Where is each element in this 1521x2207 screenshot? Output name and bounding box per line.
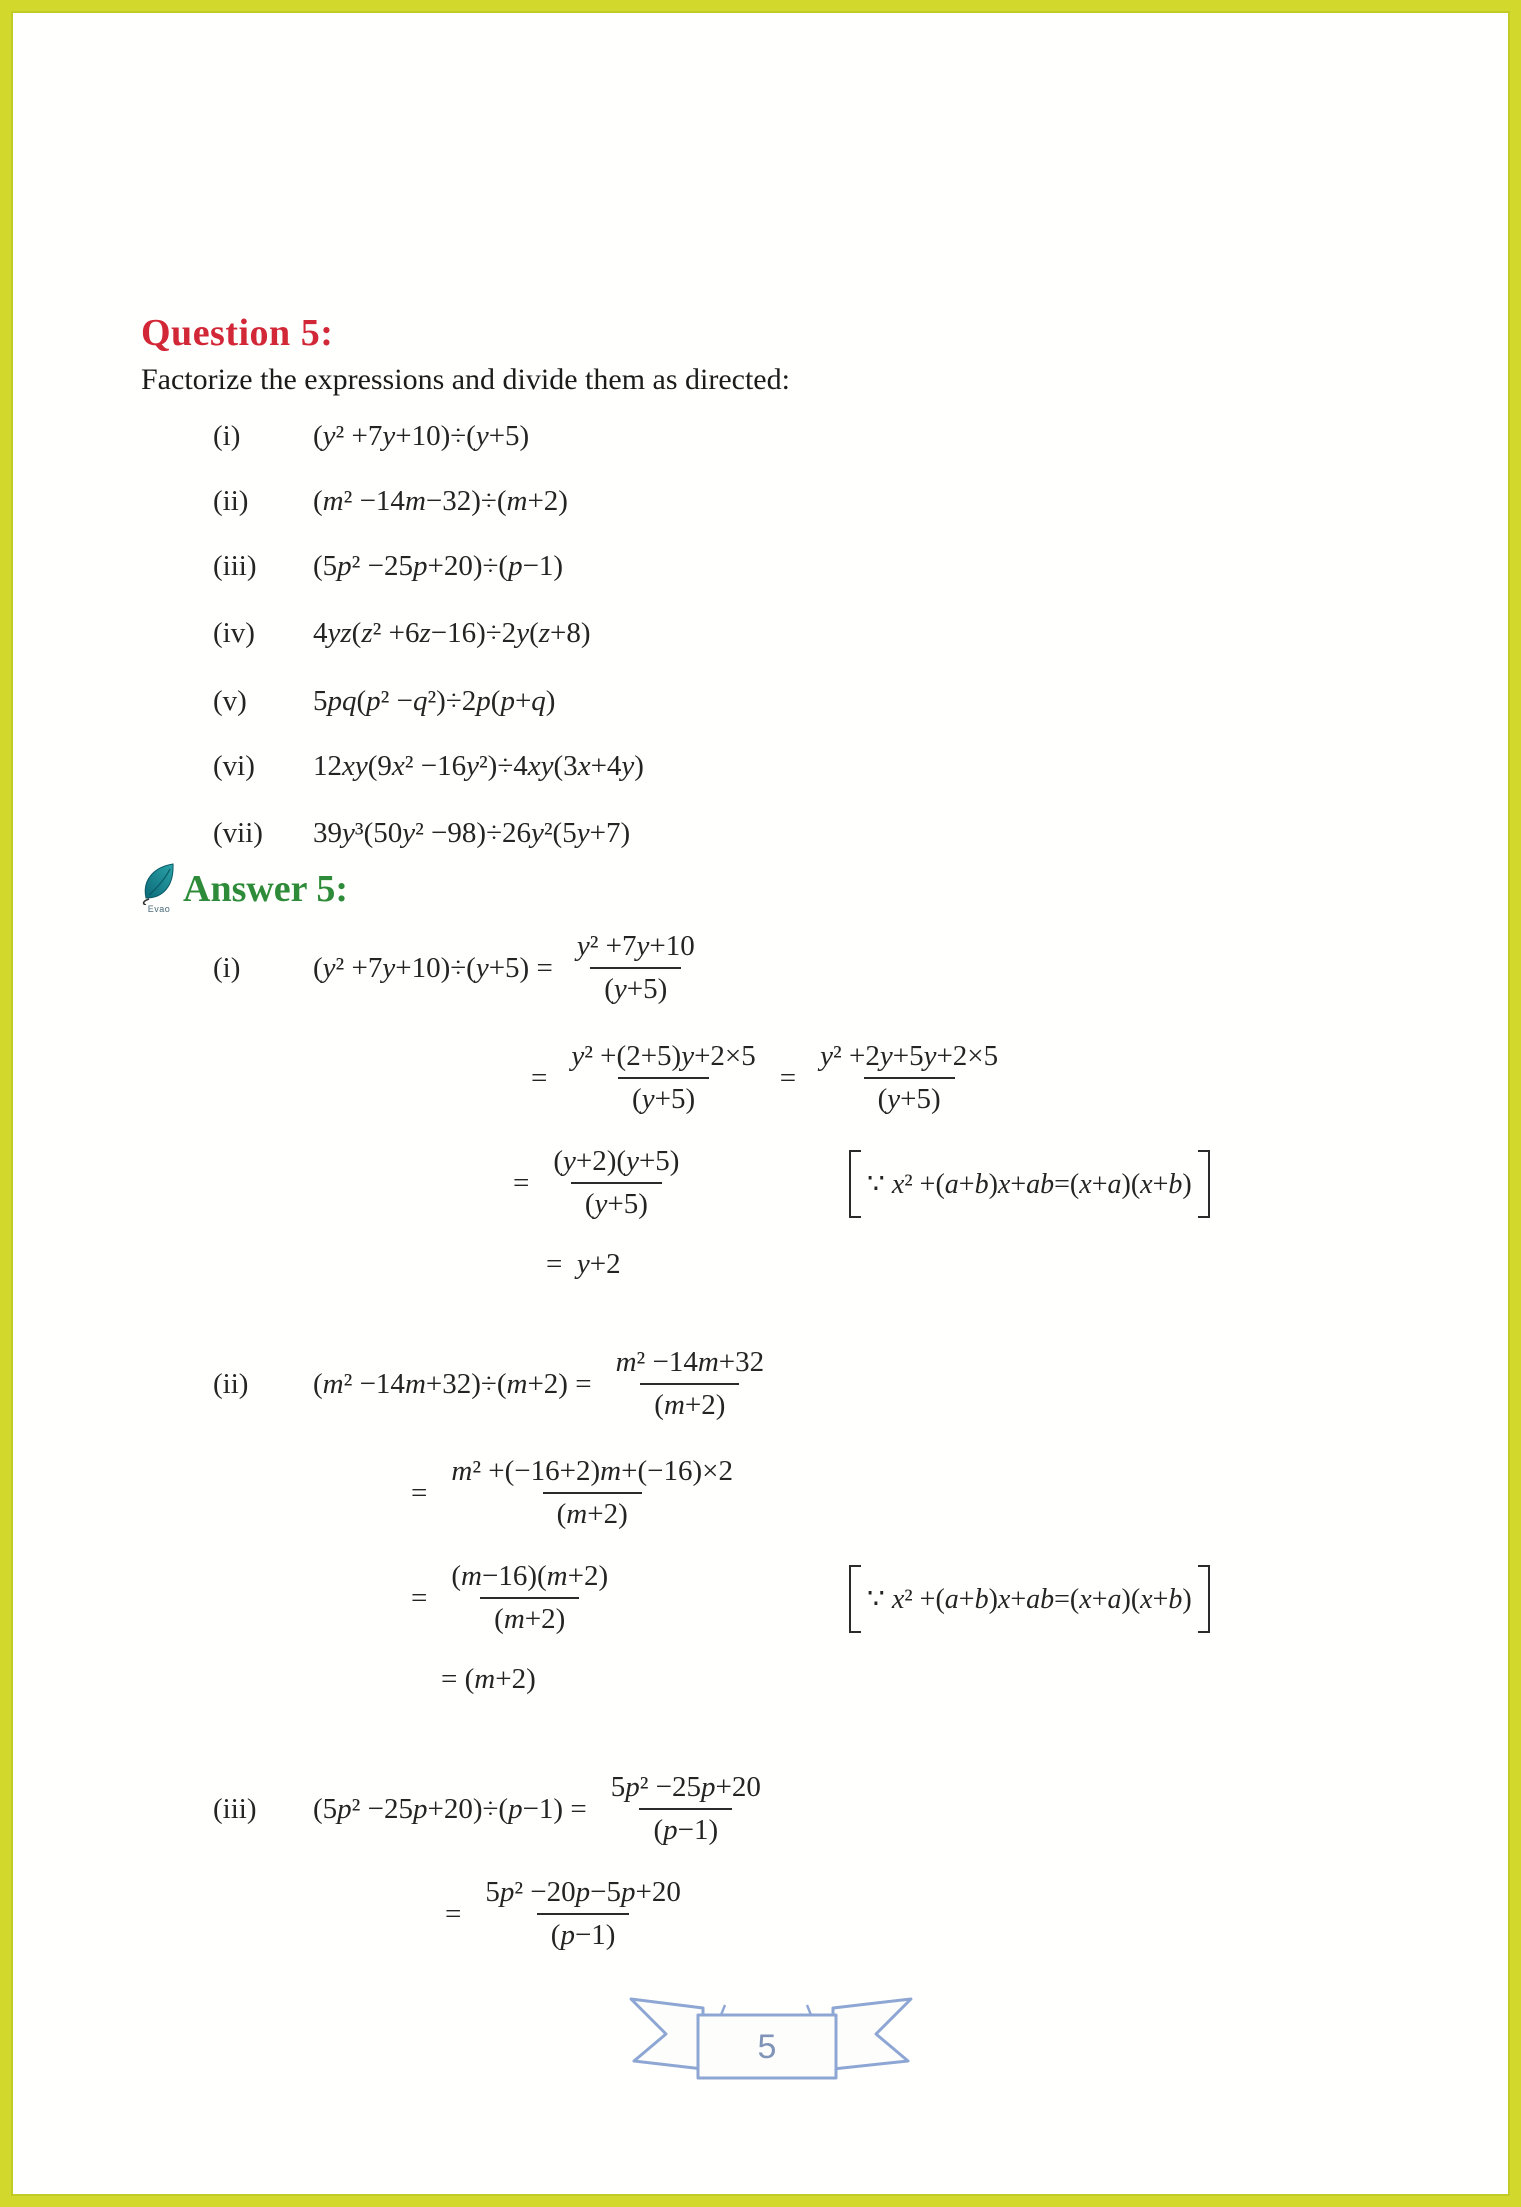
math-text: (y² +7y+10)÷(y+5) (313, 419, 530, 452)
question-item (213, 538, 563, 594)
item-label: (v) (213, 684, 247, 717)
question-item (213, 738, 644, 794)
bracket (1198, 1565, 1210, 1633)
math-text: 4yz(z² +6z−16)÷2y(z+8) (313, 616, 591, 649)
logo-text: Evao (147, 904, 171, 914)
item-expression (313, 617, 591, 650)
item-expression (313, 685, 555, 718)
item-label: (ii) (213, 484, 249, 517)
answer-line (411, 1552, 620, 1644)
item-label: (vii) (213, 816, 263, 849)
item-label: (iii) (213, 549, 257, 582)
math-text: 39y³(50y² −98)÷26y²(5y+7) (313, 816, 631, 849)
fraction: $\frac{\text{5p² −25p+20}}{(p-1)}$ (610, 1771, 761, 1846)
identity-note (849, 1565, 1210, 1633)
bracket (849, 1150, 861, 1218)
fraction: $\frac{\text{5p² −20p−5p+20}}{(p-1)}$ (485, 1876, 681, 1951)
item-label: (iv) (213, 616, 255, 649)
fraction: $\frac{(m-16)(m+2)}{(m+2)}$ (451, 1560, 609, 1635)
math-text: = (411, 1476, 428, 1509)
math-text: = (m+2) (441, 1662, 536, 1695)
math-text: 12xy(9x² −16y²)÷4xy(3x+4y) (313, 749, 644, 782)
math-text: = (513, 1166, 530, 1199)
item-expression (313, 420, 529, 453)
math-expression (513, 1145, 691, 1221)
math-text: (y² +7y+10)÷(y+5) = (313, 951, 553, 984)
math-expression (445, 1876, 693, 1952)
bracket (1198, 1150, 1210, 1218)
leaf-logo-icon (135, 861, 183, 913)
question-item (213, 408, 529, 464)
math-expression (411, 1455, 745, 1531)
math-text: ∵ x² +(a+b)x+ab=(x+a)(x+b) (867, 1584, 1192, 1615)
fraction: $\frac{\text{m² +(−16+2)m+(−16)×2}}{(m+2)}$ (451, 1455, 733, 1530)
math-text: (5p² −25p+20)÷(p−1) (313, 549, 564, 582)
math-expression (531, 1040, 1010, 1116)
answer-line (213, 1338, 776, 1430)
answer-section-label: (iii) (213, 1792, 257, 1825)
math-text: (m² −14m+32)÷(m+2) = (313, 1367, 592, 1400)
item-label: (vi) (213, 749, 255, 782)
answer-section-label: (ii) (213, 1367, 249, 1400)
math-expression (313, 1771, 773, 1847)
fraction: $\frac{(y+2)(y+5)}{(y+5)}$ (553, 1145, 680, 1220)
fraction: $\frac{\text{y² +7y+10}}{(y+5)}$ (576, 930, 695, 1005)
answer-line (513, 1137, 691, 1229)
answer-line (213, 922, 707, 1014)
question-item (213, 473, 568, 529)
math-expression (411, 1560, 620, 1636)
question-item (213, 805, 630, 861)
fraction: $\frac{\text{m² −14m+32}}{(m+2)}$ (615, 1346, 765, 1421)
math-expression (546, 1248, 621, 1281)
item-label: (i) (213, 419, 241, 452)
math-expression (313, 930, 707, 1006)
page-number-ribbon (621, 1994, 921, 2119)
question-prompt: Factorize the expressions and divide them as directed: (141, 363, 790, 396)
bracket (849, 1565, 861, 1633)
math-text: 5pq(p² −q²)÷2p(p+q) (313, 684, 556, 717)
math-text: = y+2 (546, 1247, 621, 1280)
math-text: = (411, 1581, 428, 1614)
math-text: = (531, 1061, 548, 1094)
answer-title: Answer 5: (183, 868, 349, 910)
math-expression (313, 1346, 776, 1422)
fraction: $\frac{\text{y² +2y+5y+2×5}}{(y+5)}$ (820, 1040, 999, 1115)
math-text: = (445, 1897, 462, 1930)
answer-line (546, 1239, 621, 1289)
item-expression (313, 817, 630, 850)
math-expression (441, 1663, 536, 1696)
answer-section-label: (i) (213, 951, 241, 984)
item-expression (313, 485, 568, 518)
answer-line (531, 1032, 1010, 1124)
fraction: $\frac{\text{y² +(2+5)y+2×5}}{(y+5)}$ (571, 1040, 756, 1115)
answer-line (445, 1868, 693, 1960)
question-item (213, 605, 591, 661)
question-item (213, 673, 555, 729)
identity-note (849, 1150, 1210, 1218)
math-text: (m² −14m−32)÷(m+2) (313, 484, 568, 517)
answer-line (411, 1447, 745, 1539)
item-expression (313, 550, 563, 583)
ribbon-left-tail (631, 1999, 703, 2069)
math-text: = (779, 1061, 797, 1094)
item-expression (313, 750, 644, 783)
question-title: Question 5: (141, 312, 334, 354)
page-number: 5 (757, 2028, 777, 2066)
answer-line (441, 1654, 536, 1704)
math-text: ∵ x² +(a+b)x+ab=(x+a)(x+b) (867, 1169, 1192, 1200)
answer-line (213, 1763, 773, 1855)
math-text: (5p² −25p+20)÷(p−1) = (313, 1792, 587, 1825)
